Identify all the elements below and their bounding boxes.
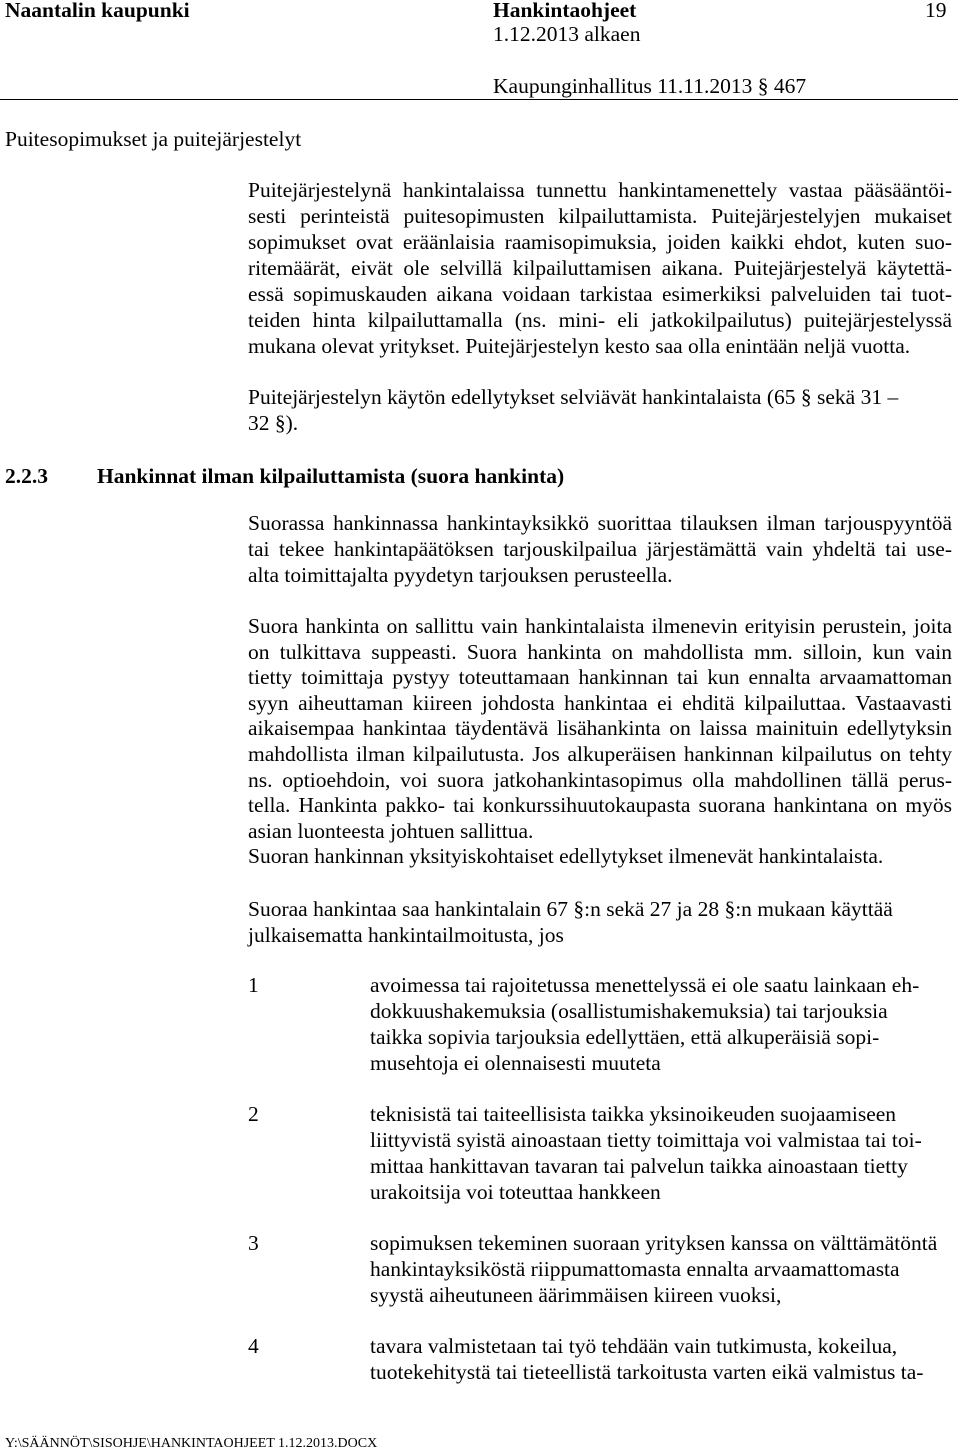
text-line: mittaa hankittavan tavaran tai palvelun taikka ainoastaan tietty	[370, 1154, 908, 1178]
text-line: ritemäärät, eivät ole selvillä kilpailuttamisen aikana. Puitejärjestelyä käytettä-	[248, 256, 952, 280]
text-line: syystä aiheutuneen äärimmäisen kiireen vuoksi,	[370, 1283, 782, 1307]
text-line: hankintayksiköstä riippumattomasta ennalta arvaamattomasta	[370, 1257, 900, 1281]
text-line: tai tekee hankintapäätöksen tarjouskilpailua järjestämättä vain yhdeltä tai use-	[248, 537, 952, 561]
header-divider	[0, 99, 958, 100]
section-title: Hankinnat ilman kilpailuttamista (suora hankinta)	[97, 464, 565, 488]
text-line: ns. optioehdoin, voi suora jatkohankintasopimus olla mahdollinen tällä perus-	[248, 767, 952, 792]
list-item-number: 1	[248, 973, 259, 997]
text-line: musehtoja ei olennaisesti muuteta	[370, 1051, 661, 1075]
list-item-text	[370, 1230, 948, 1308]
paragraph-framework-2	[248, 384, 952, 436]
text-line: syyn aiheuttaman kiireen johdosta hankintaa ei ehditä kilpailuttaa. Vastaavasti	[248, 690, 952, 715]
text-line: Suoraa hankintaa saa hankintalain 67 §:n sekä 27 ja 28 §:n mukaan käyttää	[248, 897, 893, 921]
side-heading: Puitesopimukset ja puitejärjestelyt	[5, 127, 302, 151]
text-line: teiden hinta kilpailuttamalla (ns. mini- eli jatkokilpailutus) puitejärjestelyssä	[248, 308, 952, 332]
paragraph-direct-procurement-3	[248, 896, 952, 948]
text-line: alta toimittajalta pyydetyn tarjouksen perusteella.	[248, 563, 673, 587]
footer-file-path: Y:\SÄÄNNÖT\SISOHJE\HANKINTAOHJEET 1.12.2013.DOCX	[5, 1436, 378, 1451]
list-item	[248, 1230, 948, 1308]
text-line: Puitejärjestelyn käytön edellytykset selviävät hankintalaista (65 § sekä 31 –	[248, 385, 899, 409]
section-number: 2.2.3	[5, 464, 48, 488]
text-line: sopimukset ovat eräänlaisia raamisopimuksia, joiden kaikki ehdot, kuten suo-	[248, 230, 952, 254]
text-line: aikaisempaa hankintaa täydentävä lisähankinta on laissa mainituin edellytyksin	[248, 716, 952, 741]
approval-reference: Kaupunginhallitus 11.11.2013 § 467	[493, 74, 807, 98]
text-line: tuotekehitystä tai tieteellistä tarkoitusta varten eikä valmistus ta-	[370, 1360, 924, 1384]
text-line: Puitejärjestelynä hankintalaissa tunnettu hankintamenettely vastaa pääsääntöi-	[248, 178, 952, 202]
text-line: julkaisematta hankintailmoitusta, jos	[248, 923, 564, 947]
list-item-text	[370, 972, 948, 1076]
text-line: taikka sopivia tarjouksia edellyttäen, että alkuperäisiä sopi-	[370, 1025, 880, 1049]
paragraph-direct-procurement-1	[248, 510, 952, 588]
text-line: mahdollista ilman kilpailutusta. Jos alkuperäisen hankinnan kilpailutus on tehty	[248, 741, 952, 766]
text-line: sopimuksen tekeminen suoraan yrityksen kanssa on välttämätöntä	[370, 1231, 938, 1255]
list-item-number: 3	[248, 1231, 259, 1255]
text-line: essä sopimuskauden aikana voidaan tarkistaa esimerkiksi palveluiden tai tuot-	[248, 282, 952, 306]
text-line: tella. Hankinta pakko- tai konkurssihuutokaupasta suorana hankintana on myös	[248, 793, 952, 818]
text-line: teknisistä tai taiteellisista taikka yksinoikeuden suojaamiseen	[370, 1102, 897, 1126]
text-line: tietty toimittaja pystyy toteuttamaan hankinnan tai kun ennalta arvaamattoman	[248, 665, 952, 690]
list-item-number: 4	[248, 1334, 259, 1358]
text-line: on tulkittava suppeasti. Suora hankinta on mahdollista mm. silloin, kun vain	[248, 639, 952, 664]
list-item-text	[370, 1101, 948, 1205]
page-number: 19	[925, 0, 947, 22]
text-line: dokkuushakemuksia (osallistumishakemuksia) tai tarjouksia	[370, 999, 888, 1023]
text-line: mukana olevat yritykset. Puitejärjestelyn kesto saa olla enintään neljä vuotta.	[248, 334, 911, 358]
text-line: tavara valmistetaan tai työ tehdään vain tutkimusta, kokeilua,	[370, 1334, 898, 1358]
list-item-text	[370, 1333, 948, 1385]
paragraph-direct-procurement-2	[248, 614, 952, 870]
organization-name: Naantalin kaupunki	[5, 0, 190, 22]
text-line: Suoran hankinnan yksityiskohtaiset edellytykset ilmenevät hankintalaista.	[248, 844, 884, 869]
text-line: avoimessa tai rajoitetussa menettelyssä ei ole saatu lainkaan eh-	[370, 973, 920, 997]
list-item-number: 2	[248, 1102, 259, 1126]
valid-from-date: 1.12.2013 alkaen	[493, 22, 641, 46]
document-title: Hankintaohjeet	[493, 0, 637, 22]
list-item	[248, 1101, 948, 1205]
text-line: Suorassa hankinnassa hankintayksikkö suorittaa tilauksen ilman tarjouspyyntöä	[248, 511, 952, 535]
paragraph-framework-1	[248, 177, 952, 359]
text-line: liittyvistä syistä ainoastaan tietty toimittaja voi valmistaa tai toi-	[370, 1128, 922, 1152]
text-line: Suora hankinta on sallittu vain hankintalaista ilmenevin erityisin perustein, joita	[248, 614, 952, 638]
list-item	[248, 1333, 948, 1385]
text-line: asian luonteesta johtuen sallittua.	[248, 818, 534, 843]
text-line: sesti perinteistä puitesopimusten kilpailuttamista. Puitejärjestelyjen mukaiset	[248, 204, 952, 228]
text-line: 32 §).	[248, 411, 299, 435]
list-item	[248, 972, 948, 1076]
text-line: urakoitsija voi toteuttaa hankkeen	[370, 1180, 661, 1204]
